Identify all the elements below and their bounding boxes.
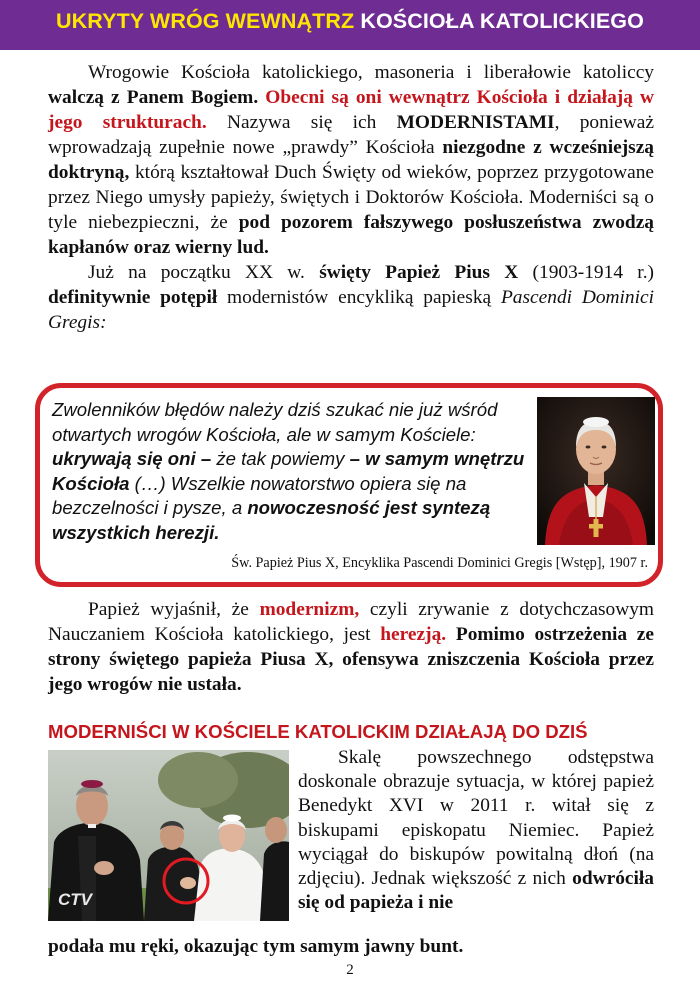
text-run: Papież wyjaśnił, że bbox=[88, 599, 260, 620]
text-run: niezgodne z wcześniejszą doktryną, bbox=[48, 137, 654, 183]
text-run: odwróciła się od papieża i nie bbox=[298, 868, 654, 914]
text-run: (1903-1914 r.) bbox=[518, 262, 654, 283]
section-side-text bbox=[298, 746, 654, 915]
pope-bishops-photo bbox=[48, 750, 289, 921]
text-run: modernizm, bbox=[259, 599, 360, 620]
paragraph-3 bbox=[48, 597, 654, 697]
quote-citation: Św. Papież Pius X, Encyklika Pascendi Dominici Gregis [Wstęp], 1907 r. bbox=[231, 555, 648, 571]
text-run: którą kształtował Duch Święty od wieków, poprzez przygotowane przez Niego umysły papieży, świętych i Doktorów Kościoła. Moderniści są o tyle niebezpieczni, że bbox=[48, 162, 654, 233]
quote-text bbox=[52, 398, 542, 545]
text-run: Zwolenników błędów należy dziś szukać nie już wśród otwartych wrogów Kościoła, ale w samym Kościele: bbox=[52, 399, 498, 445]
quote-box bbox=[35, 383, 663, 587]
text-run: Już na początku XX w. bbox=[88, 262, 320, 283]
portrait-zucchetto bbox=[583, 417, 609, 427]
photo-watermark: CTV bbox=[58, 890, 92, 909]
section-closing-line: podała mu ręki, okazując tym samym jawny bunt. bbox=[48, 936, 464, 957]
text-run: MODERNISTAMI bbox=[396, 112, 555, 133]
paragraph-2 bbox=[48, 260, 654, 335]
title-part-yellow: UKRYTY WRÓG WEWNĄTRZ bbox=[56, 9, 355, 33]
title-part-white: KOŚCIOŁA KATOLICKIEGO bbox=[360, 9, 644, 33]
page-number: 2 bbox=[346, 962, 354, 978]
text-run: Nazywa się ich bbox=[206, 112, 397, 133]
text-run: święty Papież Pius X bbox=[319, 262, 519, 283]
section-side-runs bbox=[298, 747, 654, 913]
text-run: modernistów encykliką papieską bbox=[217, 287, 501, 308]
text-run: że tak powiemy bbox=[211, 448, 350, 469]
text-run: Wrogowie Kościoła katolickiego, masoneria i liberałowie katoliccy bbox=[88, 62, 654, 83]
photo-extended-hand bbox=[180, 877, 196, 889]
text-run bbox=[446, 624, 456, 645]
portrait-cross-horizontal bbox=[589, 524, 603, 529]
page-title bbox=[0, 9, 700, 34]
text-run: – w samym wnętrzu Kościoła bbox=[52, 448, 525, 494]
text-run: czyli zrywanie z dotychczasowym Nauczaniem Kościoła katolickiego, jest bbox=[48, 599, 654, 645]
text-run: herezją. bbox=[380, 624, 447, 645]
text-run: (…) Wszelkie nowatorstwo opiera się na bezczelności i pysze, a bbox=[52, 472, 467, 518]
text-run: walczą z Panem Bogiem. bbox=[48, 87, 266, 108]
text-run: pod pozorem fałszywego posłuszeństwa zwodzą kapłanów oraz wierny lud. bbox=[48, 212, 654, 258]
text-run: , ponieważ wprowadzają zupełnie nowe „prawdy” Kościoła bbox=[48, 112, 654, 158]
paragraph-1 bbox=[48, 60, 654, 260]
intro-section bbox=[48, 60, 654, 335]
text-run: Skalę powszechnego odstępstwa doskonale obrazuje sytuacja, w której papież Benedykt XVI w 2011 r. witał się z biskupami episkopatu Niemiec. Papież wyciągał do biskupów powitalną dłoń (na zdjęciu). Jednak większość z nich bbox=[298, 747, 654, 890]
text-run: ukrywają się oni – bbox=[52, 448, 212, 469]
pope-pius-x-portrait bbox=[537, 397, 655, 545]
paragraph-3-section bbox=[48, 597, 654, 697]
text-run: Pomimo ostrzeżenia ze strony świętego papieża Piusa X, ofensywa zniszczenia Kościoła przez jego wrogów nie ustała. bbox=[48, 624, 654, 695]
text-run: Pascendi Dominici Gregis: bbox=[48, 287, 655, 333]
header-banner bbox=[0, 0, 700, 50]
section-heading: MODERNIŚCI W KOŚCIELE KATOLICKIM DZIAŁAJĄ DO DZIŚ bbox=[48, 721, 588, 742]
text-run: nowoczesność jest syntezą wszystkich herezji. bbox=[52, 497, 491, 543]
text-run: definitywnie potępił bbox=[48, 287, 218, 308]
text-run: Obecni są oni wewnątrz Kościoła i działają w jego strukturach. bbox=[48, 87, 654, 133]
